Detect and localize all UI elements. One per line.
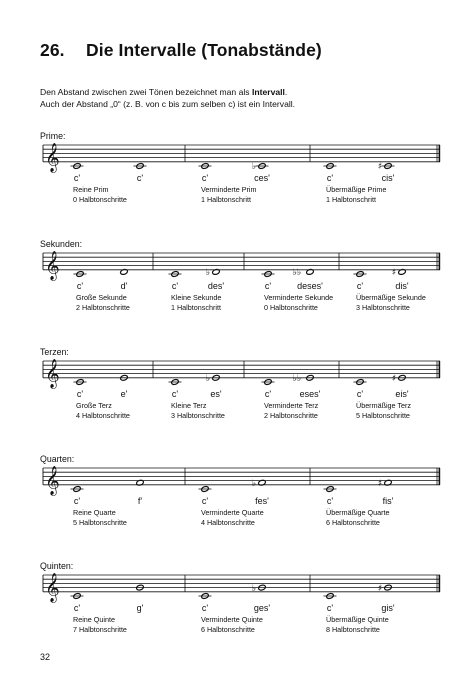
note-name: c' xyxy=(326,603,334,613)
semitone-count: 5 Halbtonschritte xyxy=(73,517,127,527)
final-barline-thick xyxy=(439,468,441,485)
interval-name: Reine Quarte xyxy=(73,508,116,517)
intro-line-1-text: Den Abstand zwischen zwei Tönen bezeichnet man als xyxy=(40,87,252,97)
treble-clef-icon: 𝄞 xyxy=(45,250,60,280)
interval-name: Verminderte Quinte xyxy=(201,615,263,624)
interval-caption xyxy=(73,508,127,527)
note-name: c' xyxy=(201,603,209,613)
section-title: Terzen: xyxy=(40,347,69,357)
note-name: c' xyxy=(136,173,144,183)
interval-caption xyxy=(76,293,130,312)
semitone-count: 4 Halbtonschritte xyxy=(201,517,255,527)
semitone-count: 6 Halbtonschritte xyxy=(326,517,380,527)
interval-name: Verminderte Prim xyxy=(201,185,257,194)
semitone-count: 1 Halbtonschritt xyxy=(201,194,251,204)
final-barline-thick xyxy=(439,253,441,270)
treble-clef-icon: 𝄞 xyxy=(45,142,60,172)
interval-name: Große Sekunde xyxy=(76,293,127,302)
section-title: Prime: xyxy=(40,131,66,141)
interval-caption xyxy=(201,508,264,527)
semitone-count: 5 Halbtonschritte xyxy=(356,410,410,420)
note-name: des' xyxy=(207,281,225,291)
intro-line-2: Auch der Abstand „0“ (z. B. von c bis zum selben c) ist ein Intervall. xyxy=(40,99,296,109)
interval-name: Verminderte Sekunde xyxy=(264,293,334,302)
note-name: eses' xyxy=(299,389,321,399)
note-name: c' xyxy=(171,389,179,399)
semitone-count: 0 Halbtonschritte xyxy=(264,302,318,312)
interval-caption xyxy=(201,615,263,634)
note-name: c' xyxy=(73,603,81,613)
note-name: eis' xyxy=(395,389,409,399)
chapter-number: 26. xyxy=(40,40,65,60)
sharp-icon: ♯ xyxy=(377,478,383,489)
chapter-title: Die Intervalle (Tonabstände) xyxy=(86,40,322,60)
interval-caption xyxy=(76,401,130,420)
interval-caption xyxy=(171,401,225,420)
interval-caption xyxy=(264,293,333,312)
note-name: c' xyxy=(326,173,334,183)
interval-name: Übermäßige Quarte xyxy=(326,508,390,517)
intro-keyword: Intervall xyxy=(251,87,285,97)
interval-name: Übermäßige Terz xyxy=(356,401,411,410)
interval-name: Reine Prim xyxy=(73,185,109,194)
interval-caption xyxy=(73,185,127,204)
sharp-icon: ♯ xyxy=(377,162,383,173)
interval-name: Verminderte Terz xyxy=(264,401,319,410)
note-name: c' xyxy=(264,389,272,399)
semitone-count: 7 Halbtonschritte xyxy=(73,624,127,634)
note-name: c' xyxy=(171,281,179,291)
treble-clef-icon: 𝄞 xyxy=(45,572,60,602)
section-title: Sekunden: xyxy=(40,239,83,249)
note-name: c' xyxy=(326,496,334,506)
interval-name: Kleine Sekunde xyxy=(171,293,222,302)
note-name: ces' xyxy=(254,173,270,183)
semitone-count: 2 Halbtonschritte xyxy=(264,410,318,420)
interval-caption xyxy=(326,615,389,634)
semitone-count: 8 Halbtonschritte xyxy=(326,624,380,634)
note-name: fes' xyxy=(255,496,269,506)
note-name: c' xyxy=(201,496,209,506)
interval-caption xyxy=(201,185,257,204)
final-barline-thick xyxy=(439,145,441,162)
note-name: es' xyxy=(210,389,222,399)
interval-caption xyxy=(356,401,411,420)
intro-line-1 xyxy=(40,86,295,98)
note-name: e' xyxy=(120,389,128,399)
note-name: ges' xyxy=(253,603,271,613)
note-name: c' xyxy=(73,496,81,506)
semitone-count: 3 Halbtonschritte xyxy=(356,302,410,312)
section-title: Quinten: xyxy=(40,561,74,571)
semitone-count: 4 Halbtonschritte xyxy=(76,410,130,420)
interval-name: Kleine Terz xyxy=(171,401,207,410)
semitone-count: 2 Halbtonschritte xyxy=(76,302,130,312)
interval-name: Übermäßige Sekunde xyxy=(356,293,426,302)
flat-icon: ♭ xyxy=(205,268,211,279)
interval-name: Reine Quinte xyxy=(73,615,115,624)
sharp-icon: ♯ xyxy=(391,374,397,384)
note-name: d' xyxy=(120,281,128,291)
flat-icon: ♭ xyxy=(251,162,257,173)
interval-name: Übermäßige Prime xyxy=(326,185,387,194)
chapter-heading xyxy=(40,40,322,61)
note-name: c' xyxy=(76,389,84,399)
note-name: c' xyxy=(76,281,84,291)
intro-line-1-end: . xyxy=(284,87,288,97)
interval-caption xyxy=(356,293,426,312)
flat-icon: ♭ xyxy=(251,583,257,594)
semitone-count: 1 Halbtonschritt xyxy=(171,302,221,312)
note-name: gis' xyxy=(381,603,395,613)
final-barline-thick xyxy=(439,361,441,378)
note-name: fis' xyxy=(382,496,394,506)
double-flat-icon: ♭♭ xyxy=(292,268,302,279)
interval-name: Große Terz xyxy=(76,401,112,410)
page-number: 32 xyxy=(40,652,51,662)
double-flat-icon: ♭♭ xyxy=(292,374,302,384)
final-barline-thick xyxy=(439,575,441,592)
flat-icon: ♭ xyxy=(251,478,257,489)
note-name: dis' xyxy=(395,281,409,291)
note-name: c' xyxy=(264,281,272,291)
interval-caption xyxy=(73,615,127,634)
sharp-icon: ♯ xyxy=(391,268,397,279)
interval-caption xyxy=(326,185,386,204)
semitone-count: 3 Halbtonschritte xyxy=(171,410,225,420)
intro-text xyxy=(40,86,295,110)
sharp-icon: ♯ xyxy=(377,583,383,594)
interval-caption xyxy=(326,508,390,527)
interval-caption xyxy=(171,293,221,312)
semitone-count: 0 Halbtonschritte xyxy=(73,194,127,204)
section-title: Quarten: xyxy=(40,454,75,464)
treble-clef-icon: 𝄞 xyxy=(45,465,60,495)
note-name: c' xyxy=(73,173,81,183)
flat-icon: ♭ xyxy=(205,374,211,384)
interval-name: Verminderte Quarte xyxy=(201,508,264,517)
treble-clef-icon: 𝄞 xyxy=(45,358,60,388)
semitone-count: 6 Halbtonschritte xyxy=(201,624,255,634)
note-name: cis' xyxy=(381,173,395,183)
semitone-count: 1 Halbtonschritt xyxy=(326,194,376,204)
note-name: c' xyxy=(201,173,209,183)
note-name: c' xyxy=(356,389,364,399)
note-name: c' xyxy=(356,281,364,291)
note-name: g' xyxy=(136,603,144,613)
interval-caption xyxy=(264,401,318,420)
note-name: f' xyxy=(137,496,143,506)
interval-name: Übermäßige Quinte xyxy=(326,615,389,624)
note-name: deses' xyxy=(297,281,323,291)
